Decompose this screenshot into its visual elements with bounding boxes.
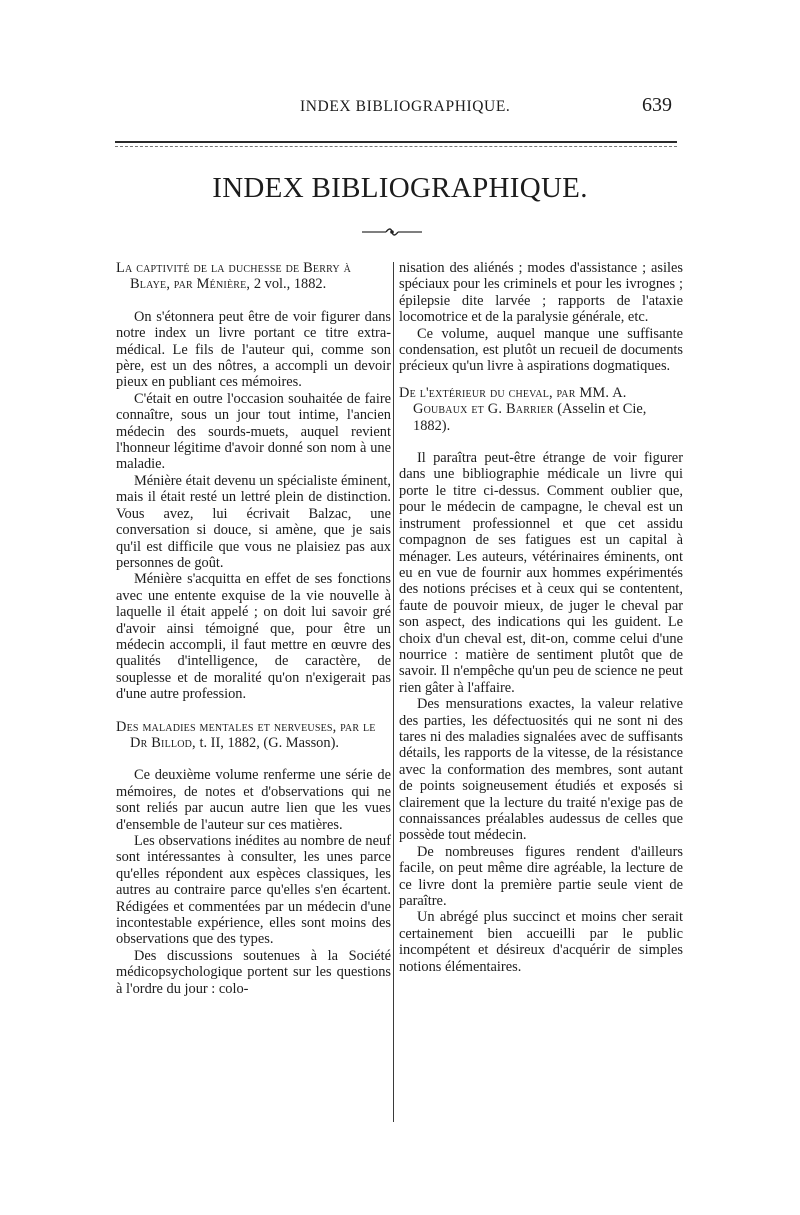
entry-heading-captivite [116, 260, 391, 293]
paragraph: C'était en outre l'occasion souhaitée de faire connaître, sous un jour tout intime, l'ancien médecin des sourds-muets, auquel revient l'honneur légitime d'avoir donné son nom à une maladie. [116, 390, 391, 473]
entry-details: t. II, 1882, (G. Masson). [199, 734, 339, 751]
running-head-title: INDEX BIBLIOGRAPHIQUE. [300, 98, 511, 115]
page-number: 639 [642, 94, 672, 116]
entry-heading-maladies [116, 719, 391, 752]
entry-author: par Ménière, [173, 276, 251, 293]
paragraph-continuation: nisation des aliénés ; modes d'assistance ; asiles spéciaux pour les criminels et pour les ivrognes ; épilepsie dite larvée ; rapports de l'ataxie locomotrice et de la paralysie générale, etc. [399, 260, 683, 326]
paragraph: On s'étonnera peut être de voir figurer dans notre index un livre portant ce titre extra-médical. Le fils de l'auteur qui, comme son père, est un des nôtres, a accompli un devoir pieux en publiant ces mémoires. [116, 308, 391, 391]
paragraph: Ménière était devenu un spécialiste éminent, mais il était resté un lettré plein de distinction. Vous avez, lui écrivait Balzac, une conversation si douce, si amène, que je sais qu'il est difficile que vous ne plaisiez pas aux personnes de goût. [116, 472, 391, 571]
header-rule-dashed [115, 146, 677, 147]
paragraph: Des mensurations exactes, la valeur relative des parties, les défectuosités qui ne sont ni des tares ni des maladies signalées avec de suffisants détails, les rapports de la vitesse, de la résistance avec la conformation des membres, sont autant de points soigneusement étudiés et exposés si clairement que la lecture du traité n'exige pas de connaissances préalables audessus de celles que possède tout médecin. [399, 696, 683, 844]
paragraph: Ce deuxième volume renferme une série de mémoires, de notes et d'observations qui ne sont reliés par aucun autre lien que les vues d'ensemble de l'auteur sur ces matières. [116, 767, 391, 833]
header-rule [115, 141, 677, 143]
paragraph: Ménière s'acquitta en effet de ses fonctions avec une entente exquise de la vie nouvelle à laquelle il était appelé ; on doit lui savoir gré d'avoir ainsi témoigné que, pour être un médecin accompli, il faut mettre en œuvre des qualités d'intelligence, de caractère, de souplesse et de moralité qu'on n'exigerait pas d'une autre profession. [116, 571, 391, 703]
paragraph: Il paraîtra peut-être étrange de voir figurer dans une bibliographie médicale un livre qui porte le titre ci-dessus. Comment oublier que, pour le médecin de campagne, le cheval est un instrument professionnel et que cet assidu compagnon de ses fatigues est un capital à ménager. Les auteurs, vétérinaires éminents, ont eu en vue de fournir aux hommes expérimentés des notions précises et à ceux qui se contentent, faute de pouvoir mieux, de juger le cheval par son aspect, des indications qui les guident. Le choix d'un cheval est, dit-on, comme celui d'une nourrice : matière de sentiment plutôt que de savoir. Il n'empêche qu'un peu de science ne peut rien gâter à l'affaire. [399, 450, 683, 696]
paragraph: Les observations inédites au nombre de neuf sont intéressantes à consulter, les unes parce qu'elles répondent aux espèces classiques, les autres au contraire parce qu'elles s'en écartent. Rédigées et commentées par un médecin d'une incontestable expérience, elles sont moins des observations que des types. [116, 833, 391, 948]
entry-details: (Asselin et Cie, 1882). [413, 401, 647, 434]
paragraph: Un abrégé plus succinct et moins cher serait certainement bien accueilli par le public incompétent et désireux d'acquérir de simples notions élémentaires. [399, 909, 683, 975]
paragraph: Ce volume, auquel manque une suffisante condensation, est plutôt un recueil de documents précieux qu'un livre à aspirations dogmatiques. [399, 325, 683, 375]
page-title: INDEX BIBLIOGRAPHIQUE. [212, 172, 588, 204]
left-column [116, 260, 391, 997]
column-divider [393, 262, 394, 1122]
right-column [399, 260, 683, 975]
paragraph: De nombreuses figures rendent d'ailleurs facile, on peut même dire agréable, la lecture de ce livre dont la première partie seule vient de paraître. [399, 843, 683, 910]
entry-details: 2 vol., 1882. [253, 276, 327, 293]
entry-author: par le Dr Billod, [130, 718, 376, 751]
entry-heading-cheval [399, 385, 683, 434]
entry-author: par MM. A. Goubaux et G. Barrier [413, 384, 627, 418]
entry-title: La captivité de la duchesse de Berry à Blaye, [116, 260, 352, 293]
paragraph: Des discussions soutenues à la Société médicopsychologique portent sur les questions à l'ordre du jour : colo- [116, 947, 391, 997]
entry-title: Des maladies mentales et nerveuses, [116, 718, 337, 735]
entry-title: De l'extérieur du cheval, [399, 384, 553, 401]
ornament-divider-icon [360, 227, 424, 237]
running-head [0, 94, 800, 122]
